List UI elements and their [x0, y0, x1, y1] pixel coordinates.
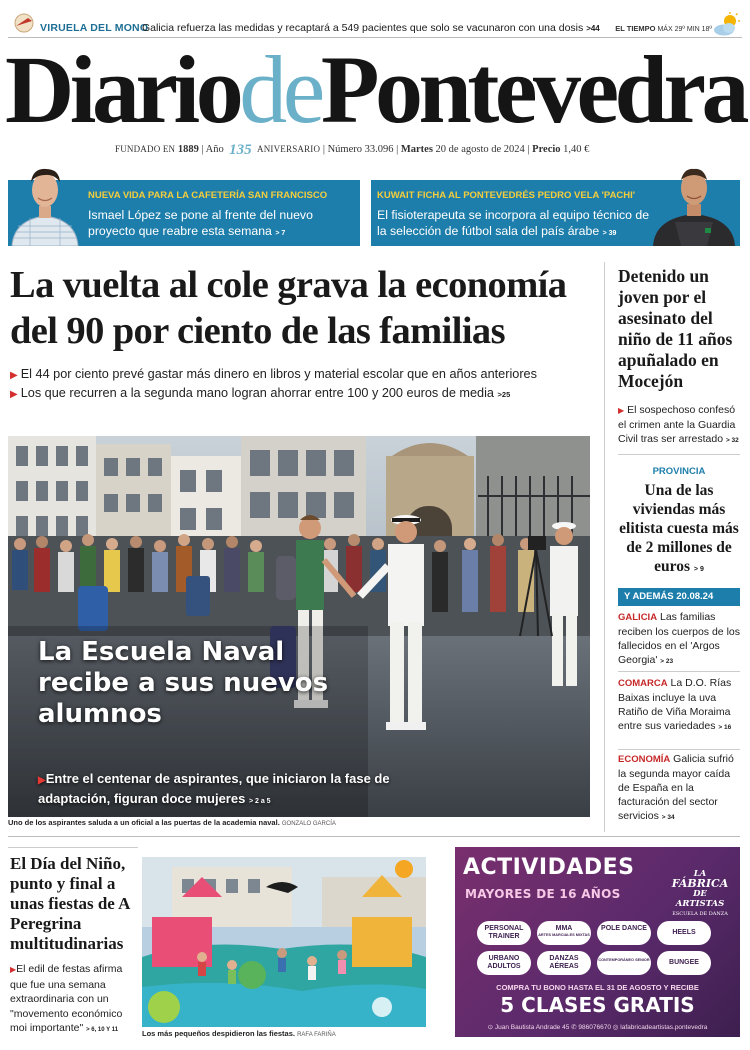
ad-subtitle: MAYORES DE 16 AÑOS: [465, 887, 621, 901]
sidebar-divider: [618, 454, 740, 455]
newspaper-logo[interactable]: DiariodePontevedra: [4, 36, 746, 143]
ad-pill-pole-dance: POLE DANCE: [597, 921, 651, 945]
phone-icon: ✆: [571, 1024, 577, 1031]
ad-pill-mma: MMA ARTES MARCIALES MIXTAS: [537, 921, 591, 945]
main-bullet: ▶ Los que recurren a la segunda mano logran ahorrar entre 100 y 200 euros de media >25: [10, 386, 511, 400]
sun-cloud-icon: [710, 12, 742, 38]
ademas-header: Y ADEMÁS 20.08.24: [618, 588, 740, 606]
flag-logo-icon: [8, 12, 40, 34]
instagram-icon: ◎: [612, 1024, 619, 1031]
teaser-kicker: NUEVA VIDA PARA LA CAFETERÍA SAN FRANCISCO: [88, 190, 328, 201]
ad-offer: 5 CLASES GRATIS: [500, 993, 695, 1017]
main-bullet: ▶ El 44 por ciento prevé gastar más dinero en libros y material escolar que en años anteriores: [10, 367, 537, 381]
section-divider: [8, 836, 740, 837]
sidebar-headline-viviendas[interactable]: Una de las viviendas más elitista cuesta más de 2 millones de euros > 9: [619, 482, 739, 575]
bullet-arrow-icon: ▶: [10, 370, 18, 381]
ad-promo-text: COMPRA TU BONO HASTA EL 31 DE AGOSTO Y RECIBE: [496, 983, 699, 992]
photo-peregrina-fiestas[interactable]: [142, 857, 426, 1027]
story-top-rule: [8, 847, 138, 848]
portrait-pedro-vela: [651, 158, 737, 246]
photo-caption: Uno de los aspirantes saluda a un oficial a las puertas de la academia naval. GONZALO GARCÍA: [8, 818, 336, 827]
bullet-arrow-icon: ▶: [10, 389, 18, 400]
sidebar-headline-mocejon[interactable]: Detenido un joven por el asesinato del niño de 11 años apuñalado en Mocejón: [618, 266, 733, 391]
ad-pill-personal-trainer: PERSONAL TRAINER: [477, 921, 531, 945]
ad-pill-danzas-aereas: DANZAS AÉREAS: [537, 951, 591, 975]
weather-summary[interactable]: EL TIEMPO MÁX 29º MIN 18º: [615, 24, 712, 33]
top-ticker: [8, 12, 742, 38]
ad-pill-urbano-adultos: URBANO ADULTOS: [477, 951, 531, 975]
sidebar-tag-provincia: PROVINCIA: [652, 466, 706, 477]
bullet-arrow-icon: ▶: [10, 965, 17, 974]
ticker-headline[interactable]: Galicia refuerza las medidas y recaptará a 549 pacientes que solo se vacunaron con una dosis >44: [142, 22, 600, 34]
portrait-ismael-lopez: [8, 160, 82, 246]
ad-contact: ⊙ Juan Bautista Andrade 45 ✆ 986076670 ◎ lafabricadeartistas.pontevedra: [487, 1024, 708, 1031]
ad-fabrica-de-artistas[interactable]: [455, 847, 740, 1037]
ad-pill-heels: HEELS: [657, 921, 711, 945]
main-photo-escuela-naval[interactable]: [8, 436, 590, 817]
bottom-headline-dia-nino[interactable]: El Día del Niño, punto y final a unas fiestas de A Peregrina multitudinarias: [10, 854, 130, 953]
sidebar-sub-mocejon: ▶ El sospechoso confesó el crimen ante la Guardia Civil tras ser arrestado > 32: [618, 404, 739, 445]
column-divider: [604, 262, 605, 832]
bouncy-castle-photo-illustration: [142, 857, 426, 1027]
naval-school-photo-illustration: [8, 436, 590, 817]
main-headline[interactable]: La vuelta al cole grava la economía del 90 por ciento de las familias: [10, 264, 567, 352]
teaser-text: Ismael López se pone al frente del nuevo proyecto que reabre esta semana > 7: [88, 208, 313, 238]
bottom-sub-dia-nino: ▶El edil de festas afirma que fue una semana extraordinaria con un "movemento económico moi importante" > 6, 10 Y 11: [10, 963, 123, 1034]
photo-headline[interactable]: La Escuela Naval recibe a sus nuevos alumnos: [38, 637, 329, 729]
location-pin-icon: ⊙: [487, 1024, 494, 1031]
brief-divider: [618, 671, 740, 672]
brief-comarca[interactable]: COMARCA La D.O. Rías Baixas incluye la uva Ratiño de Viña Moraima entre sus variedades > 16: [618, 677, 732, 732]
anniversary-badge: 135: [229, 142, 252, 158]
teaser-kicker: KUWAIT FICHA AL PONTEVEDRÉS PEDRO VELA 'PACHI': [377, 190, 636, 201]
masthead: [0, 36, 750, 158]
photo-subhead: ▶Entre el centenar de aspirantes, que iniciaron la fase de adaptación, figuran doce mujeres > 2 a 5: [38, 771, 390, 806]
brief-economia[interactable]: ECONOMÍA Galicia sufrió la segunda mayor caída de España en la facturación del sector servicios > 34: [618, 753, 734, 822]
bullet-arrow-icon: ▶: [618, 406, 625, 415]
teaser-text: El fisioterapeuta se incorpora al equipo técnico de la selección de fútbol sala del país árabe > 39: [377, 208, 650, 238]
ticker-tag[interactable]: VIRUELA DEL MONO: [40, 22, 149, 34]
ad-brand-logo: LA FÁBRICA DE ARTISTAS ESCUELA DE DANZA: [671, 869, 729, 917]
photo-caption: Los más pequeños despidieron las fiestas. RAFA FARIÑA: [142, 1029, 336, 1038]
ad-title: ACTIVIDADES: [463, 855, 635, 880]
edition-meta: FUNDADO EN 1889 | Año 135 ANIVERSARIO | Número 33.096 | Martes 20 de agosto de 2024 | Precio 1,40 €: [115, 142, 590, 158]
brief-galicia[interactable]: GALICIA Las familias reciben los cuerpos de los fallecidos en el 'Argos Georgia' > 23: [618, 611, 740, 666]
bullet-arrow-icon: ▶: [38, 775, 46, 786]
ad-pill-contemporaneo-senior: CONTEMPORÁNEO SENIOR: [597, 951, 651, 975]
brief-divider: [618, 749, 740, 750]
ad-pill-bungee: BUNGEE: [657, 951, 711, 975]
